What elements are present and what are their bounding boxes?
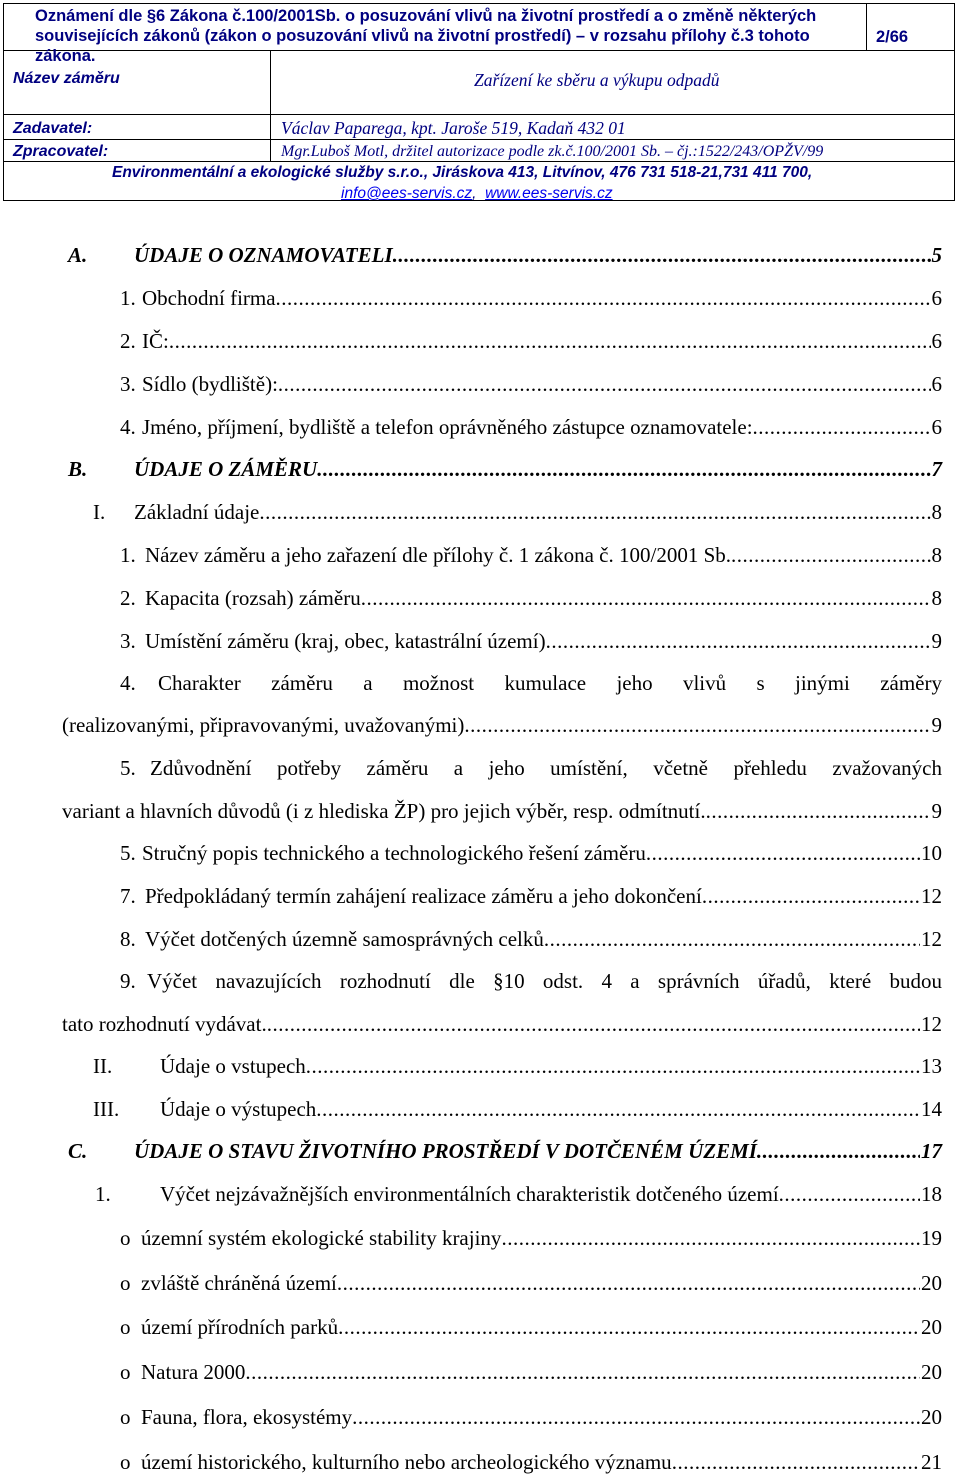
toc-entry-continuation[interactable] (62, 799, 942, 829)
toc-entry[interactable] (120, 756, 942, 786)
toc-entry[interactable] (120, 629, 942, 659)
toc-number: 3. (120, 372, 136, 396)
company-address: Environmentální a ekologické služby s.r.o., Jiráskova 413, Litvínov, 476 731 518-21,731 411 700, (112, 164, 813, 181)
toc-title: Obchodní firma (142, 286, 276, 310)
project-name-value: Zařízení ke sběru a výkupu odpadů (474, 70, 720, 90)
toc-title: Název záměru a jeho zařazení dle přílohy č. 1 zákona č. 100/2001 Sb. (145, 543, 732, 567)
toc-number: 4. (120, 415, 136, 439)
toc-title: ÚDAJE O STAVU ŽIVOTNÍHO PROSTŘEDÍ V DOTČENÉM ÚZEMÍ (134, 1139, 757, 1163)
toc-title: Výčet navazujících rozhodnutí dle §10 odst. 4 a správních úřadů, které budou (147, 969, 942, 993)
toc-entry-section-b[interactable] (68, 457, 942, 487)
toc-leader (276, 286, 931, 311)
bullet-icon: o (120, 1271, 131, 1295)
toc-leader (731, 543, 930, 568)
toc-page: 8 (931, 543, 942, 567)
project-name-label: Název záměru (13, 70, 120, 87)
toc-title: IČ: (142, 329, 169, 353)
law-reference-line: souvisejících zákonů (zákon o posuzování vlivů na životní prostředí) – v rozsahu přílohy č.3 tohoto zákona. (35, 27, 810, 65)
toc-title: Údaje o vstupech (160, 1054, 306, 1078)
toc-number: C. (68, 1139, 88, 1163)
toc-leader (278, 372, 931, 397)
bullet-icon: o (120, 1360, 131, 1384)
toc-number: 9. (120, 969, 136, 993)
toc-number: 1. (120, 543, 136, 567)
toc-title: Předpokládaný termín zahájení realizace záměru a jeho dokončení (145, 884, 702, 908)
toc-number: II. (93, 1054, 113, 1078)
toc-title: Zdůvodnění potřeby záměru a jeho umístění, včetně přehledu zvažovaných (150, 756, 942, 780)
toc-entry-continuation[interactable] (62, 713, 942, 743)
toc-leader (337, 1271, 920, 1296)
toc-entry-bullet[interactable] (120, 1360, 942, 1390)
toc-title: Výčet nejzávažnějších environmentálních charakteristik dotčeného území (160, 1182, 779, 1206)
toc-title: územní systém ekologické stability krajiny (141, 1226, 502, 1250)
toc-page: 18 (921, 1182, 942, 1206)
bullet-icon: o (120, 1315, 131, 1339)
toc-leader (757, 1139, 920, 1164)
toc-number: 2. (120, 586, 136, 610)
toc-number: 5. (120, 841, 136, 865)
toc-title: Výčet dotčených územně samosprávných celků (145, 927, 544, 951)
toc-leader (702, 884, 920, 909)
toc-title: ÚDAJE O ZÁMĚRU (134, 457, 318, 481)
toc-title: Jméno, příjmení, bydliště a telefon oprávněného zástupce oznamovatele: (142, 415, 753, 439)
toc-page: 21 (921, 1450, 942, 1474)
toc-entry-bullet[interactable] (120, 1450, 942, 1480)
toc-entry-bullet[interactable] (120, 1405, 942, 1435)
toc-page: 20 (921, 1315, 942, 1339)
toc-number: III. (93, 1097, 120, 1121)
toc-number: 8. (120, 927, 136, 951)
toc-leader (672, 1450, 920, 1475)
toc-title: Charakter záměru a možnost kumulace jeho vlivů s jinými záměry (158, 671, 942, 695)
toc-page: 5 (931, 243, 942, 267)
document-header (3, 3, 955, 201)
toc-entry[interactable] (120, 372, 942, 402)
toc-title: Kapacita (rozsah) záměru (145, 586, 361, 610)
toc-number: 1. (95, 1182, 111, 1206)
website-link[interactable]: www.ees-servis.cz (485, 185, 613, 202)
toc-entry[interactable] (120, 884, 942, 914)
toc-page: 6 (931, 372, 942, 396)
toc-leader (393, 243, 931, 268)
toc-title: území přírodních parků (141, 1315, 339, 1339)
toc-page: 9 (931, 629, 942, 653)
toc-title: území historického, kulturního nebo archeologického významu (141, 1450, 672, 1474)
toc-number: A. (68, 243, 88, 267)
toc-entry[interactable] (120, 329, 942, 359)
toc-leader (259, 500, 930, 525)
toc-title: Sídlo (bydliště): (142, 372, 278, 396)
page-number: 2/66 (876, 28, 909, 46)
toc-page: 7 (931, 457, 942, 481)
toc-entry[interactable] (120, 286, 942, 316)
toc-page: 6 (931, 286, 942, 310)
toc-leader (544, 927, 920, 952)
toc-entry[interactable] (95, 1182, 942, 1212)
toc-entry-section-c[interactable] (68, 1139, 942, 1169)
header-divider (270, 50, 271, 161)
toc-leader (501, 1226, 920, 1251)
toc-leader (338, 1315, 920, 1340)
toc-leader (245, 1360, 920, 1385)
toc-title: Fauna, flora, ekosystémy (141, 1405, 353, 1429)
toc-leader (352, 1405, 920, 1430)
toc-entry[interactable] (120, 927, 942, 957)
toc-page: 9 (931, 799, 942, 823)
contact-links (341, 185, 613, 203)
toc-entry-continuation[interactable] (62, 1012, 942, 1042)
client-label: Zadavatel: (13, 120, 93, 137)
toc-leader (753, 415, 931, 440)
bullet-icon: o (120, 1405, 131, 1429)
toc-entry-subsection[interactable] (93, 1097, 942, 1127)
toc-leader (646, 841, 920, 866)
toc-number: 7. (120, 884, 136, 908)
toc-page: 20 (921, 1271, 942, 1295)
toc-leader (361, 586, 931, 611)
law-reference (35, 6, 865, 66)
toc-title-continuation: tato rozhodnutí vydávat. (62, 1012, 267, 1036)
toc-leader (706, 799, 931, 824)
toc-title: Stručný popis technického a technologického řešení záměru (142, 841, 646, 865)
toc-leader (169, 329, 931, 354)
toc-title-continuation: (realizovanými, připravovanými, uvažovanými) (62, 713, 465, 737)
toc-leader (779, 1182, 920, 1207)
header-divider (4, 161, 954, 162)
bullet-icon: o (120, 1450, 131, 1474)
toc-leader (546, 629, 931, 654)
toc-entry[interactable] (120, 841, 942, 871)
toc-number: B. (68, 457, 88, 481)
toc-page: 14 (921, 1097, 942, 1121)
toc-title: ÚDAJE O OZNAMOVATELI (134, 243, 393, 267)
toc-number: 2. (120, 329, 136, 353)
toc-page: 19 (921, 1226, 942, 1250)
toc-number: 5. (120, 756, 136, 780)
toc-page: 13 (921, 1054, 942, 1078)
toc-leader (306, 1054, 920, 1079)
toc-page: 17 (921, 1139, 942, 1163)
toc-leader (464, 713, 930, 738)
toc-title: zvláště chráněná území (141, 1271, 337, 1295)
toc-title: Údaje o výstupech (160, 1097, 317, 1121)
contact-separator: , (472, 185, 477, 202)
toc-page: 6 (931, 415, 942, 439)
toc-title-continuation: variant a hlavních důvodů (i z hlediska ŽP) pro jejich výběr, resp. odmítnutí. (62, 799, 706, 823)
email-link[interactable]: info@ees-servis.cz (341, 185, 473, 202)
toc-entry-bullet[interactable] (120, 1271, 942, 1301)
toc-page: 12 (921, 884, 942, 908)
bullet-icon: o (120, 1226, 131, 1250)
processor-value: Mgr.Luboš Motl, držitel autorizace podle zk.č.100/2001 Sb. – čj.:1522/243/OPŽV/99 (281, 143, 824, 160)
toc-entry[interactable] (120, 586, 942, 616)
toc-entry-subsection[interactable] (93, 500, 942, 530)
toc-page: 12 (921, 1012, 942, 1036)
toc-number: 1. (120, 286, 136, 310)
toc-entry-subsection[interactable] (93, 1054, 942, 1084)
toc-title: Základní údaje (134, 500, 260, 524)
header-divider (4, 139, 954, 140)
toc-entry[interactable] (120, 969, 942, 999)
toc-title: Natura 2000 (141, 1360, 246, 1384)
toc-entry[interactable] (120, 543, 942, 573)
toc-leader (267, 1012, 920, 1037)
toc-number: I. (93, 500, 106, 524)
toc-entry[interactable] (120, 415, 942, 445)
header-divider (4, 114, 954, 115)
toc-entry-bullet[interactable] (120, 1315, 942, 1345)
processor-label: Zpracovatel: (13, 143, 109, 160)
toc-entry-bullet[interactable] (120, 1226, 942, 1256)
client-value: Václav Paparega, kpt. Jaroše 519, Kadaň 432 01 (281, 118, 626, 138)
toc-page: 6 (931, 329, 942, 353)
toc-leader (316, 1097, 920, 1122)
toc-page: 12 (921, 927, 942, 951)
toc-page: 10 (921, 841, 942, 865)
toc-number: 3. (120, 629, 136, 653)
toc-page: 8 (931, 586, 942, 610)
header-divider (866, 4, 867, 50)
toc-title: Umístění záměru (kraj, obec, katastrální území) (145, 629, 546, 653)
toc-entry-section-a[interactable] (68, 243, 942, 273)
toc-leader (317, 457, 930, 482)
toc-page: 9 (931, 713, 942, 737)
toc-entry[interactable] (120, 671, 942, 701)
toc-page: 20 (921, 1360, 942, 1384)
toc-number: 4. (120, 671, 136, 695)
toc-page: 8 (931, 500, 942, 524)
law-reference-line: Oznámení dle §6 Zákona č.100/2001Sb. o posuzování vlivů na životní prostředí a o změně některých (35, 7, 817, 25)
toc-page: 20 (921, 1405, 942, 1429)
